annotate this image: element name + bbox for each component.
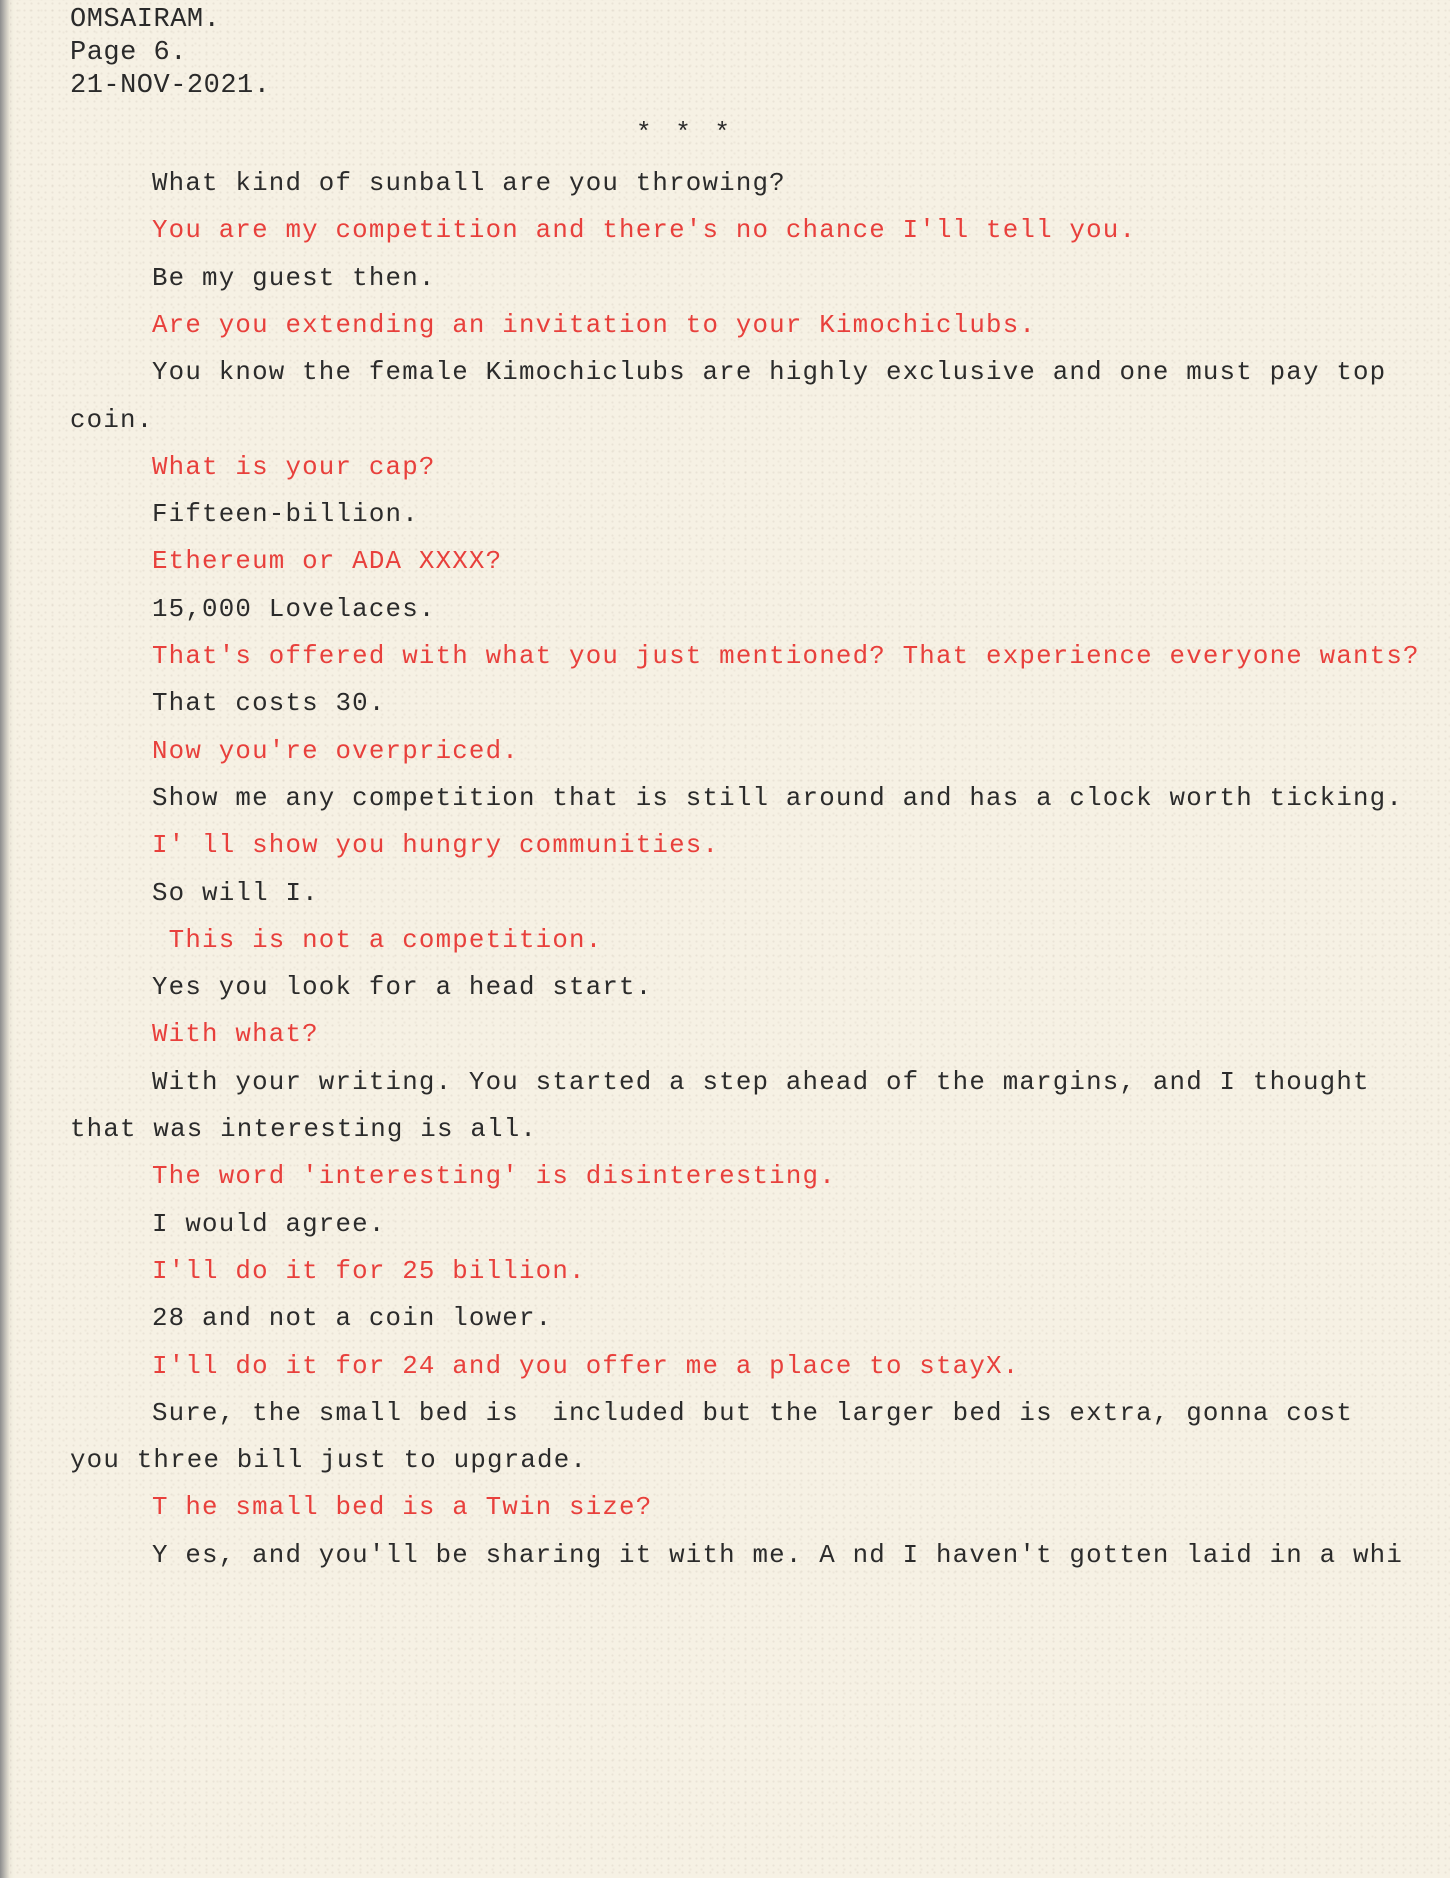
dialogue-line: The word 'interesting' is disinteresting. <box>152 1162 836 1192</box>
dialogue-line: I'll do it for 25 billion. <box>152 1256 586 1286</box>
dialogue-line: Fifteen-billion. <box>152 500 419 530</box>
scan-bottom-border <box>0 1878 1456 1884</box>
dialogue-line-continuation: that was interesting is all. <box>70 1115 538 1144</box>
dialogue-line: I' ll show you hungry communities. <box>152 831 720 861</box>
section-separator: * * * <box>636 118 735 148</box>
dialogue-line: With your writing. You started a step ahead of the margins, and I thought <box>152 1067 1370 1097</box>
page-header <box>70 4 270 103</box>
dialogue-line: You know the female Kimochiclubs are highly exclusive and one must pay top <box>152 358 1387 388</box>
dialogue-line: That's offered with what you just mentioned? That experience everyone wants? <box>152 642 1420 671</box>
dialogue-line: Y es, and you'll be sharing it with me. A nd I haven't gotten laid in a whi <box>152 1540 1404 1570</box>
dialogue-line: What kind of sunball are you throwing? <box>152 169 786 198</box>
dialogue-line: With what? <box>152 1020 319 1050</box>
dialogue-line: Be my guest then. <box>152 263 436 293</box>
dialogue-line: 15,000 Lovelaces. <box>152 594 436 624</box>
header-page-number: Page 6. <box>70 38 187 68</box>
dialogue-line: This is not a competition. <box>152 925 603 955</box>
dialogue-line: 28 and not a coin lower. <box>152 1304 553 1334</box>
page-left-edge-shadow <box>0 0 10 1884</box>
header-name: OMSAIRAM. <box>70 5 221 35</box>
dialogue-line-continuation: you three bill just to upgrade. <box>70 1446 588 1476</box>
scan-right-border <box>1450 0 1456 1884</box>
dialogue-line: I would agree. <box>152 1209 386 1239</box>
dialogue-line: Ethereum or ADA XXXX? <box>152 547 503 577</box>
dialogue-line: Show me any competition that is still around and has a clock worth ticking. <box>152 783 1404 813</box>
dialogue-line: What is your cap? <box>152 452 436 482</box>
dialogue-line: Are you extending an invitation to your Kimochiclubs. <box>152 310 1037 340</box>
dialogue-line: Now you're overpriced. <box>152 736 519 766</box>
dialogue-line-continuation: coin. <box>70 405 154 435</box>
dialogue-line: T he small bed is a Twin size? <box>152 1493 653 1523</box>
dialogue-line: Yes you look for a head start. <box>152 973 653 1003</box>
dialogue-line: So will I. <box>152 878 319 908</box>
dialogue-line: Sure, the small bed is included but the larger bed is extra, gonna cost <box>152 1398 1354 1428</box>
dialogue-line: That costs 30. <box>152 689 386 719</box>
dialogue-line: I'll do it for 24 and you offer me a place to stayX. <box>152 1351 1020 1381</box>
dialogue-line: You are my competition and there's no chance I'll tell you. <box>152 216 1137 246</box>
header-date: 21-NOV-2021. <box>70 71 271 101</box>
